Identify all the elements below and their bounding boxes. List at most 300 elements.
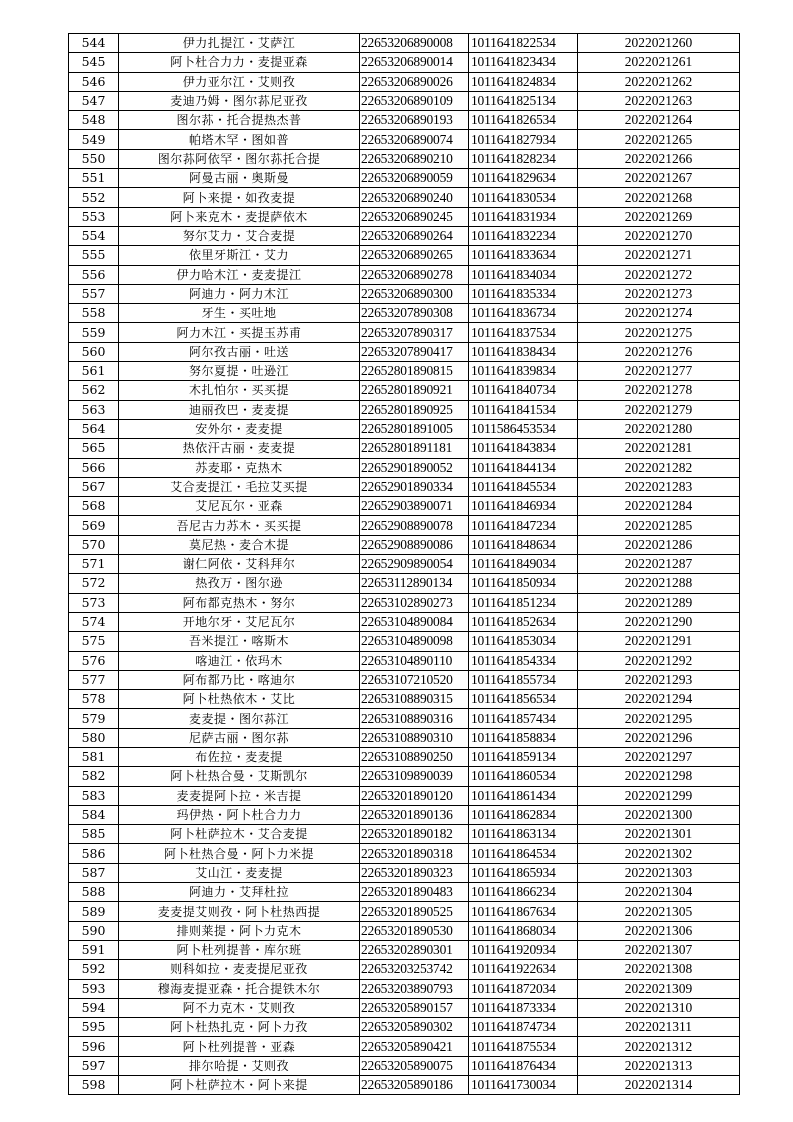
row-number-cell: 596 [69, 1037, 119, 1056]
account-number-cell: 1011641875534 [469, 1037, 578, 1056]
exam-number-cell: 22653201890525 [360, 902, 469, 921]
record-number-cell: 2022021288 [578, 574, 740, 593]
name-cell: 阿卜来提・如孜麦提 [119, 188, 360, 207]
account-number-cell: 1011641872034 [469, 979, 578, 998]
exam-number-cell: 22652801890815 [360, 362, 469, 381]
name-cell: 迪丽孜巴・麦麦提 [119, 400, 360, 419]
record-number-cell: 2022021271 [578, 246, 740, 265]
table-row [69, 226, 740, 245]
record-number-cell: 2022021285 [578, 516, 740, 535]
exam-number-cell: 22653102890273 [360, 593, 469, 612]
account-number-cell: 1011641850934 [469, 574, 578, 593]
name-cell: 努尔艾力・艾合麦提 [119, 226, 360, 245]
account-number-cell: 1011641864534 [469, 844, 578, 863]
table-row [69, 497, 740, 516]
exam-number-cell: 22653207890308 [360, 304, 469, 323]
account-number-cell: 1011641841534 [469, 400, 578, 419]
table-row [69, 304, 740, 323]
account-number-cell: 1011641825134 [469, 91, 578, 110]
record-number-cell: 2022021312 [578, 1037, 740, 1056]
record-number-cell: 2022021268 [578, 188, 740, 207]
record-number-cell: 2022021265 [578, 130, 740, 149]
record-number-cell: 2022021306 [578, 921, 740, 940]
record-number-cell: 2022021261 [578, 53, 740, 72]
row-number-cell: 570 [69, 535, 119, 554]
row-number-cell: 594 [69, 998, 119, 1017]
name-cell: 排尔哈提・艾则孜 [119, 1056, 360, 1075]
row-number-cell: 552 [69, 188, 119, 207]
account-number-cell: 1011641844134 [469, 458, 578, 477]
row-number-cell: 590 [69, 921, 119, 940]
record-number-cell: 2022021304 [578, 883, 740, 902]
exam-number-cell: 22653109890039 [360, 767, 469, 786]
name-cell: 艾合麦提江・毛拉艾买提 [119, 477, 360, 496]
name-cell: 木扎怕尔・买买提 [119, 381, 360, 400]
record-number-cell: 2022021299 [578, 786, 740, 805]
exam-number-cell: 22653206890264 [360, 226, 469, 245]
row-number-cell: 545 [69, 53, 119, 72]
exam-number-cell: 22652801891181 [360, 439, 469, 458]
account-number-cell: 1011641837534 [469, 323, 578, 342]
exam-number-cell: 22653206890210 [360, 149, 469, 168]
record-number-cell: 2022021297 [578, 747, 740, 766]
exam-number-cell: 22653108890315 [360, 690, 469, 709]
row-number-cell: 556 [69, 265, 119, 284]
name-cell: 阿卜杜热扎克・阿卜力孜 [119, 1018, 360, 1037]
row-number-cell: 575 [69, 632, 119, 651]
table-row [69, 921, 740, 940]
name-cell: 阿卜来克木・麦提萨依木 [119, 207, 360, 226]
exam-number-cell: 22652901890334 [360, 477, 469, 496]
row-number-cell: 597 [69, 1056, 119, 1075]
name-cell: 布佐拉・麦麦提 [119, 747, 360, 766]
name-cell: 阿卜杜列提普・库尔班 [119, 940, 360, 959]
account-number-cell: 1011641848634 [469, 535, 578, 554]
row-number-cell: 547 [69, 91, 119, 110]
name-cell: 热依汗古丽・麦麦提 [119, 439, 360, 458]
name-cell: 阿卜杜萨拉木・阿卜来提 [119, 1076, 360, 1095]
name-cell: 图尔荪阿依罕・图尔荪托合提 [119, 149, 360, 168]
exam-number-cell: 22653104890084 [360, 612, 469, 631]
row-number-cell: 582 [69, 767, 119, 786]
record-number-cell: 2022021295 [578, 709, 740, 728]
record-number-cell: 2022021303 [578, 863, 740, 882]
table-row [69, 998, 740, 1017]
record-number-cell: 2022021274 [578, 304, 740, 323]
account-number-cell: 1011641730034 [469, 1076, 578, 1095]
exam-number-cell: 22653205890302 [360, 1018, 469, 1037]
exam-number-cell: 22653205890075 [360, 1056, 469, 1075]
exam-number-cell: 22653201890318 [360, 844, 469, 863]
name-cell: 依里牙斯江・艾力 [119, 246, 360, 265]
account-number-cell: 1011641824834 [469, 72, 578, 91]
account-number-cell: 1011641851234 [469, 593, 578, 612]
exam-number-cell: 22652908890078 [360, 516, 469, 535]
table-row [69, 844, 740, 863]
name-cell: 阿布都克热木・努尔 [119, 593, 360, 612]
record-number-cell: 2022021262 [578, 72, 740, 91]
name-cell: 阿迪力・阿力木江 [119, 284, 360, 303]
name-cell: 尼萨古丽・图尔荪 [119, 728, 360, 747]
table-row [69, 902, 740, 921]
record-number-cell: 2022021286 [578, 535, 740, 554]
exam-number-cell: 22653201890530 [360, 921, 469, 940]
table-row [69, 400, 740, 419]
name-cell: 吾米提江・喀斯木 [119, 632, 360, 651]
table-row [69, 284, 740, 303]
exam-number-cell: 22652903890071 [360, 497, 469, 516]
table-row [69, 805, 740, 824]
account-number-cell: 1011641833634 [469, 246, 578, 265]
row-number-cell: 566 [69, 458, 119, 477]
exam-number-cell: 22652801890921 [360, 381, 469, 400]
record-number-cell: 2022021314 [578, 1076, 740, 1095]
account-number-cell: 1011641865934 [469, 863, 578, 882]
row-number-cell: 587 [69, 863, 119, 882]
record-number-cell: 2022021287 [578, 555, 740, 574]
record-number-cell: 2022021273 [578, 284, 740, 303]
name-cell: 热孜万・图尔逊 [119, 574, 360, 593]
name-cell: 玛伊热・阿卜杜合力力 [119, 805, 360, 824]
table-row [69, 786, 740, 805]
record-number-cell: 2022021302 [578, 844, 740, 863]
record-number-cell: 2022021267 [578, 169, 740, 188]
table-row [69, 632, 740, 651]
name-cell: 伊力亚尔江・艾则孜 [119, 72, 360, 91]
row-number-cell: 550 [69, 149, 119, 168]
account-number-cell: 1011641867634 [469, 902, 578, 921]
record-number-cell: 2022021310 [578, 998, 740, 1017]
account-number-cell: 1011641858834 [469, 728, 578, 747]
name-cell: 阿不力克木・艾则孜 [119, 998, 360, 1017]
table-row [69, 651, 740, 670]
row-number-cell: 555 [69, 246, 119, 265]
table-row [69, 207, 740, 226]
account-number-cell: 1011641845534 [469, 477, 578, 496]
row-number-cell: 546 [69, 72, 119, 91]
exam-number-cell: 22653206890278 [360, 265, 469, 284]
name-cell: 阿卜杜热依木・艾比 [119, 690, 360, 709]
account-number-cell: 1011641839834 [469, 362, 578, 381]
row-number-cell: 584 [69, 805, 119, 824]
exam-number-cell: 22653104890098 [360, 632, 469, 651]
row-number-cell: 564 [69, 419, 119, 438]
record-number-cell: 2022021272 [578, 265, 740, 284]
row-number-cell: 562 [69, 381, 119, 400]
account-number-cell: 1011641874734 [469, 1018, 578, 1037]
table-row [69, 709, 740, 728]
row-number-cell: 569 [69, 516, 119, 535]
exam-number-cell: 22653206890014 [360, 53, 469, 72]
name-cell: 吾尼古力苏木・买买提 [119, 516, 360, 535]
name-cell: 艾山江・麦麦提 [119, 863, 360, 882]
table-row [69, 747, 740, 766]
row-number-cell: 560 [69, 342, 119, 361]
exam-number-cell: 22653206890193 [360, 111, 469, 130]
record-number-cell: 2022021294 [578, 690, 740, 709]
row-number-cell: 581 [69, 747, 119, 766]
exam-number-cell: 22653107210520 [360, 670, 469, 689]
name-cell: 麦麦提阿卜拉・米吉提 [119, 786, 360, 805]
account-number-cell: 1011641838434 [469, 342, 578, 361]
row-number-cell: 571 [69, 555, 119, 574]
exam-number-cell: 22653206890059 [360, 169, 469, 188]
name-cell: 牙生・买吐地 [119, 304, 360, 323]
name-cell: 阿力木江・买提玉苏甫 [119, 323, 360, 342]
table-row [69, 439, 740, 458]
table-row [69, 555, 740, 574]
name-cell: 排则莱提・阿卜力克木 [119, 921, 360, 940]
exam-number-cell: 22653206890026 [360, 72, 469, 91]
account-number-cell: 1011641853034 [469, 632, 578, 651]
table-row [69, 458, 740, 477]
account-number-cell: 1011641827934 [469, 130, 578, 149]
exam-number-cell: 22652909890054 [360, 555, 469, 574]
row-number-cell: 551 [69, 169, 119, 188]
exam-number-cell: 22652801890925 [360, 400, 469, 419]
table-row [69, 767, 740, 786]
table-row [69, 419, 740, 438]
exam-number-cell: 22653112890134 [360, 574, 469, 593]
account-number-cell: 1011641840734 [469, 381, 578, 400]
row-number-cell: 593 [69, 979, 119, 998]
name-cell: 阿卜杜萨拉木・艾合麦提 [119, 825, 360, 844]
exam-number-cell: 22653108890310 [360, 728, 469, 747]
account-number-cell: 1011641920934 [469, 940, 578, 959]
table-row [69, 323, 740, 342]
record-number-cell: 2022021313 [578, 1056, 740, 1075]
table-row [69, 188, 740, 207]
row-number-cell: 563 [69, 400, 119, 419]
name-cell: 开地尔牙・艾尼瓦尔 [119, 612, 360, 631]
name-cell: 伊力哈木江・麦麦提江 [119, 265, 360, 284]
table-row [69, 362, 740, 381]
table-row [69, 940, 740, 959]
exam-number-cell: 22653206890074 [360, 130, 469, 149]
row-number-cell: 578 [69, 690, 119, 709]
record-number-cell: 2022021280 [578, 419, 740, 438]
account-number-cell: 1011641855734 [469, 670, 578, 689]
record-number-cell: 2022021300 [578, 805, 740, 824]
record-number-cell: 2022021283 [578, 477, 740, 496]
name-cell: 则科如拉・麦麦提尼亚孜 [119, 960, 360, 979]
account-number-cell: 1011641830534 [469, 188, 578, 207]
account-number-cell: 1011641831934 [469, 207, 578, 226]
table-row [69, 381, 740, 400]
record-number-cell: 2022021264 [578, 111, 740, 130]
table-row [69, 690, 740, 709]
row-number-cell: 572 [69, 574, 119, 593]
name-cell: 莫尼热・麦合木提 [119, 535, 360, 554]
table-row [69, 825, 740, 844]
exam-number-cell: 22653108890250 [360, 747, 469, 766]
exam-number-cell: 22652801891005 [360, 419, 469, 438]
account-number-cell: 1011641826534 [469, 111, 578, 130]
record-number-cell: 2022021290 [578, 612, 740, 631]
record-number-cell: 2022021277 [578, 362, 740, 381]
table-row [69, 960, 740, 979]
account-number-cell: 1011641822534 [469, 34, 578, 53]
table-row [69, 979, 740, 998]
row-number-cell: 576 [69, 651, 119, 670]
account-number-cell: 1011641823434 [469, 53, 578, 72]
record-number-cell: 2022021275 [578, 323, 740, 342]
account-number-cell: 1011641836734 [469, 304, 578, 323]
row-number-cell: 549 [69, 130, 119, 149]
account-number-cell: 1011641873334 [469, 998, 578, 1017]
account-number-cell: 1011641847234 [469, 516, 578, 535]
table-row [69, 169, 740, 188]
table-row [69, 91, 740, 110]
row-number-cell: 565 [69, 439, 119, 458]
row-number-cell: 558 [69, 304, 119, 323]
exam-number-cell: 22653201890120 [360, 786, 469, 805]
name-cell: 苏麦耶・克热木 [119, 458, 360, 477]
name-cell: 阿卜杜热合曼・艾斯凯尔 [119, 767, 360, 786]
record-number-cell: 2022021305 [578, 902, 740, 921]
roster-table-container [68, 33, 740, 1095]
exam-number-cell: 22653201890483 [360, 883, 469, 902]
row-number-cell: 592 [69, 960, 119, 979]
name-cell: 麦麦提・图尔荪江 [119, 709, 360, 728]
exam-number-cell: 22653207890417 [360, 342, 469, 361]
row-number-cell: 557 [69, 284, 119, 303]
account-number-cell: 1011641859134 [469, 747, 578, 766]
record-number-cell: 2022021291 [578, 632, 740, 651]
name-cell: 穆海麦提亚森・托合提铁木尔 [119, 979, 360, 998]
record-number-cell: 2022021269 [578, 207, 740, 226]
exam-number-cell: 22653104890110 [360, 651, 469, 670]
record-number-cell: 2022021266 [578, 149, 740, 168]
record-number-cell: 2022021301 [578, 825, 740, 844]
record-number-cell: 2022021309 [578, 979, 740, 998]
table-row [69, 728, 740, 747]
exam-number-cell: 22653206890008 [360, 34, 469, 53]
table-row [69, 246, 740, 265]
row-number-cell: 577 [69, 670, 119, 689]
record-number-cell: 2022021278 [578, 381, 740, 400]
name-cell: 麦麦提艾则孜・阿卜杜热西提 [119, 902, 360, 921]
table-row [69, 883, 740, 902]
account-number-cell: 1011641829634 [469, 169, 578, 188]
exam-number-cell: 22653203890793 [360, 979, 469, 998]
name-cell: 麦迪乃姆・图尔荪尼亚孜 [119, 91, 360, 110]
row-number-cell: 568 [69, 497, 119, 516]
account-number-cell: 1011641846934 [469, 497, 578, 516]
row-number-cell: 579 [69, 709, 119, 728]
account-number-cell: 1011641828234 [469, 149, 578, 168]
row-number-cell: 588 [69, 883, 119, 902]
account-number-cell: 1011641857434 [469, 709, 578, 728]
name-cell: 帕塔木罕・图如普 [119, 130, 360, 149]
name-cell: 阿尔孜古丽・吐送 [119, 342, 360, 361]
row-number-cell: 554 [69, 226, 119, 245]
name-cell: 阿曼古丽・奥斯曼 [119, 169, 360, 188]
name-cell: 伊力扎提江・艾萨江 [119, 34, 360, 53]
exam-number-cell: 22653203253742 [360, 960, 469, 979]
table-row [69, 1018, 740, 1037]
name-cell: 阿卜杜列提普・亚森 [119, 1037, 360, 1056]
exam-number-cell: 22652908890086 [360, 535, 469, 554]
account-number-cell: 1011641849034 [469, 555, 578, 574]
account-number-cell: 1011641868034 [469, 921, 578, 940]
roster-table [68, 33, 740, 1095]
row-number-cell: 561 [69, 362, 119, 381]
exam-number-cell: 22653206890265 [360, 246, 469, 265]
table-row [69, 612, 740, 631]
account-number-cell: 1011641860534 [469, 767, 578, 786]
exam-number-cell: 22653201890136 [360, 805, 469, 824]
table-row [69, 53, 740, 72]
table-row [69, 34, 740, 53]
row-number-cell: 585 [69, 825, 119, 844]
account-number-cell: 1011641854334 [469, 651, 578, 670]
name-cell: 努尔夏提・吐逊江 [119, 362, 360, 381]
name-cell: 喀迪江・依玛木 [119, 651, 360, 670]
table-row [69, 111, 740, 130]
row-number-cell: 544 [69, 34, 119, 53]
row-number-cell: 583 [69, 786, 119, 805]
name-cell: 图尔荪・托合提热杰普 [119, 111, 360, 130]
table-row [69, 477, 740, 496]
exam-number-cell: 22653205890186 [360, 1076, 469, 1095]
name-cell: 艾尼瓦尔・亚森 [119, 497, 360, 516]
exam-number-cell: 22653201890182 [360, 825, 469, 844]
name-cell: 安外尔・麦麦提 [119, 419, 360, 438]
account-number-cell: 1011641861434 [469, 786, 578, 805]
name-cell: 谢仁阿依・艾科拜尔 [119, 555, 360, 574]
account-number-cell: 1011641862834 [469, 805, 578, 824]
record-number-cell: 2022021282 [578, 458, 740, 477]
name-cell: 阿卜杜热合曼・阿卜力米提 [119, 844, 360, 863]
record-number-cell: 2022021281 [578, 439, 740, 458]
record-number-cell: 2022021296 [578, 728, 740, 747]
row-number-cell: 567 [69, 477, 119, 496]
row-number-cell: 591 [69, 940, 119, 959]
name-cell: 阿迪力・艾拜杜拉 [119, 883, 360, 902]
account-number-cell: 1011641863134 [469, 825, 578, 844]
table-row [69, 1056, 740, 1075]
exam-number-cell: 22652901890052 [360, 458, 469, 477]
exam-number-cell: 22653206890240 [360, 188, 469, 207]
name-cell: 阿卜杜合力力・麦提亚森 [119, 53, 360, 72]
row-number-cell: 598 [69, 1076, 119, 1095]
table-row [69, 516, 740, 535]
record-number-cell: 2022021263 [578, 91, 740, 110]
exam-number-cell: 22653108890316 [360, 709, 469, 728]
row-number-cell: 574 [69, 612, 119, 631]
exam-number-cell: 22653206890300 [360, 284, 469, 303]
table-row [69, 149, 740, 168]
exam-number-cell: 22653206890109 [360, 91, 469, 110]
account-number-cell: 1011641922634 [469, 960, 578, 979]
table-body [69, 34, 740, 1095]
row-number-cell: 573 [69, 593, 119, 612]
account-number-cell: 1011641852634 [469, 612, 578, 631]
account-number-cell: 1011641843834 [469, 439, 578, 458]
table-row [69, 535, 740, 554]
account-number-cell: 1011641835334 [469, 284, 578, 303]
row-number-cell: 589 [69, 902, 119, 921]
table-row [69, 574, 740, 593]
table-row [69, 72, 740, 91]
row-number-cell: 553 [69, 207, 119, 226]
table-row [69, 593, 740, 612]
account-number-cell: 1011641866234 [469, 883, 578, 902]
account-number-cell: 1011586453534 [469, 419, 578, 438]
row-number-cell: 586 [69, 844, 119, 863]
exam-number-cell: 22653207890317 [360, 323, 469, 342]
